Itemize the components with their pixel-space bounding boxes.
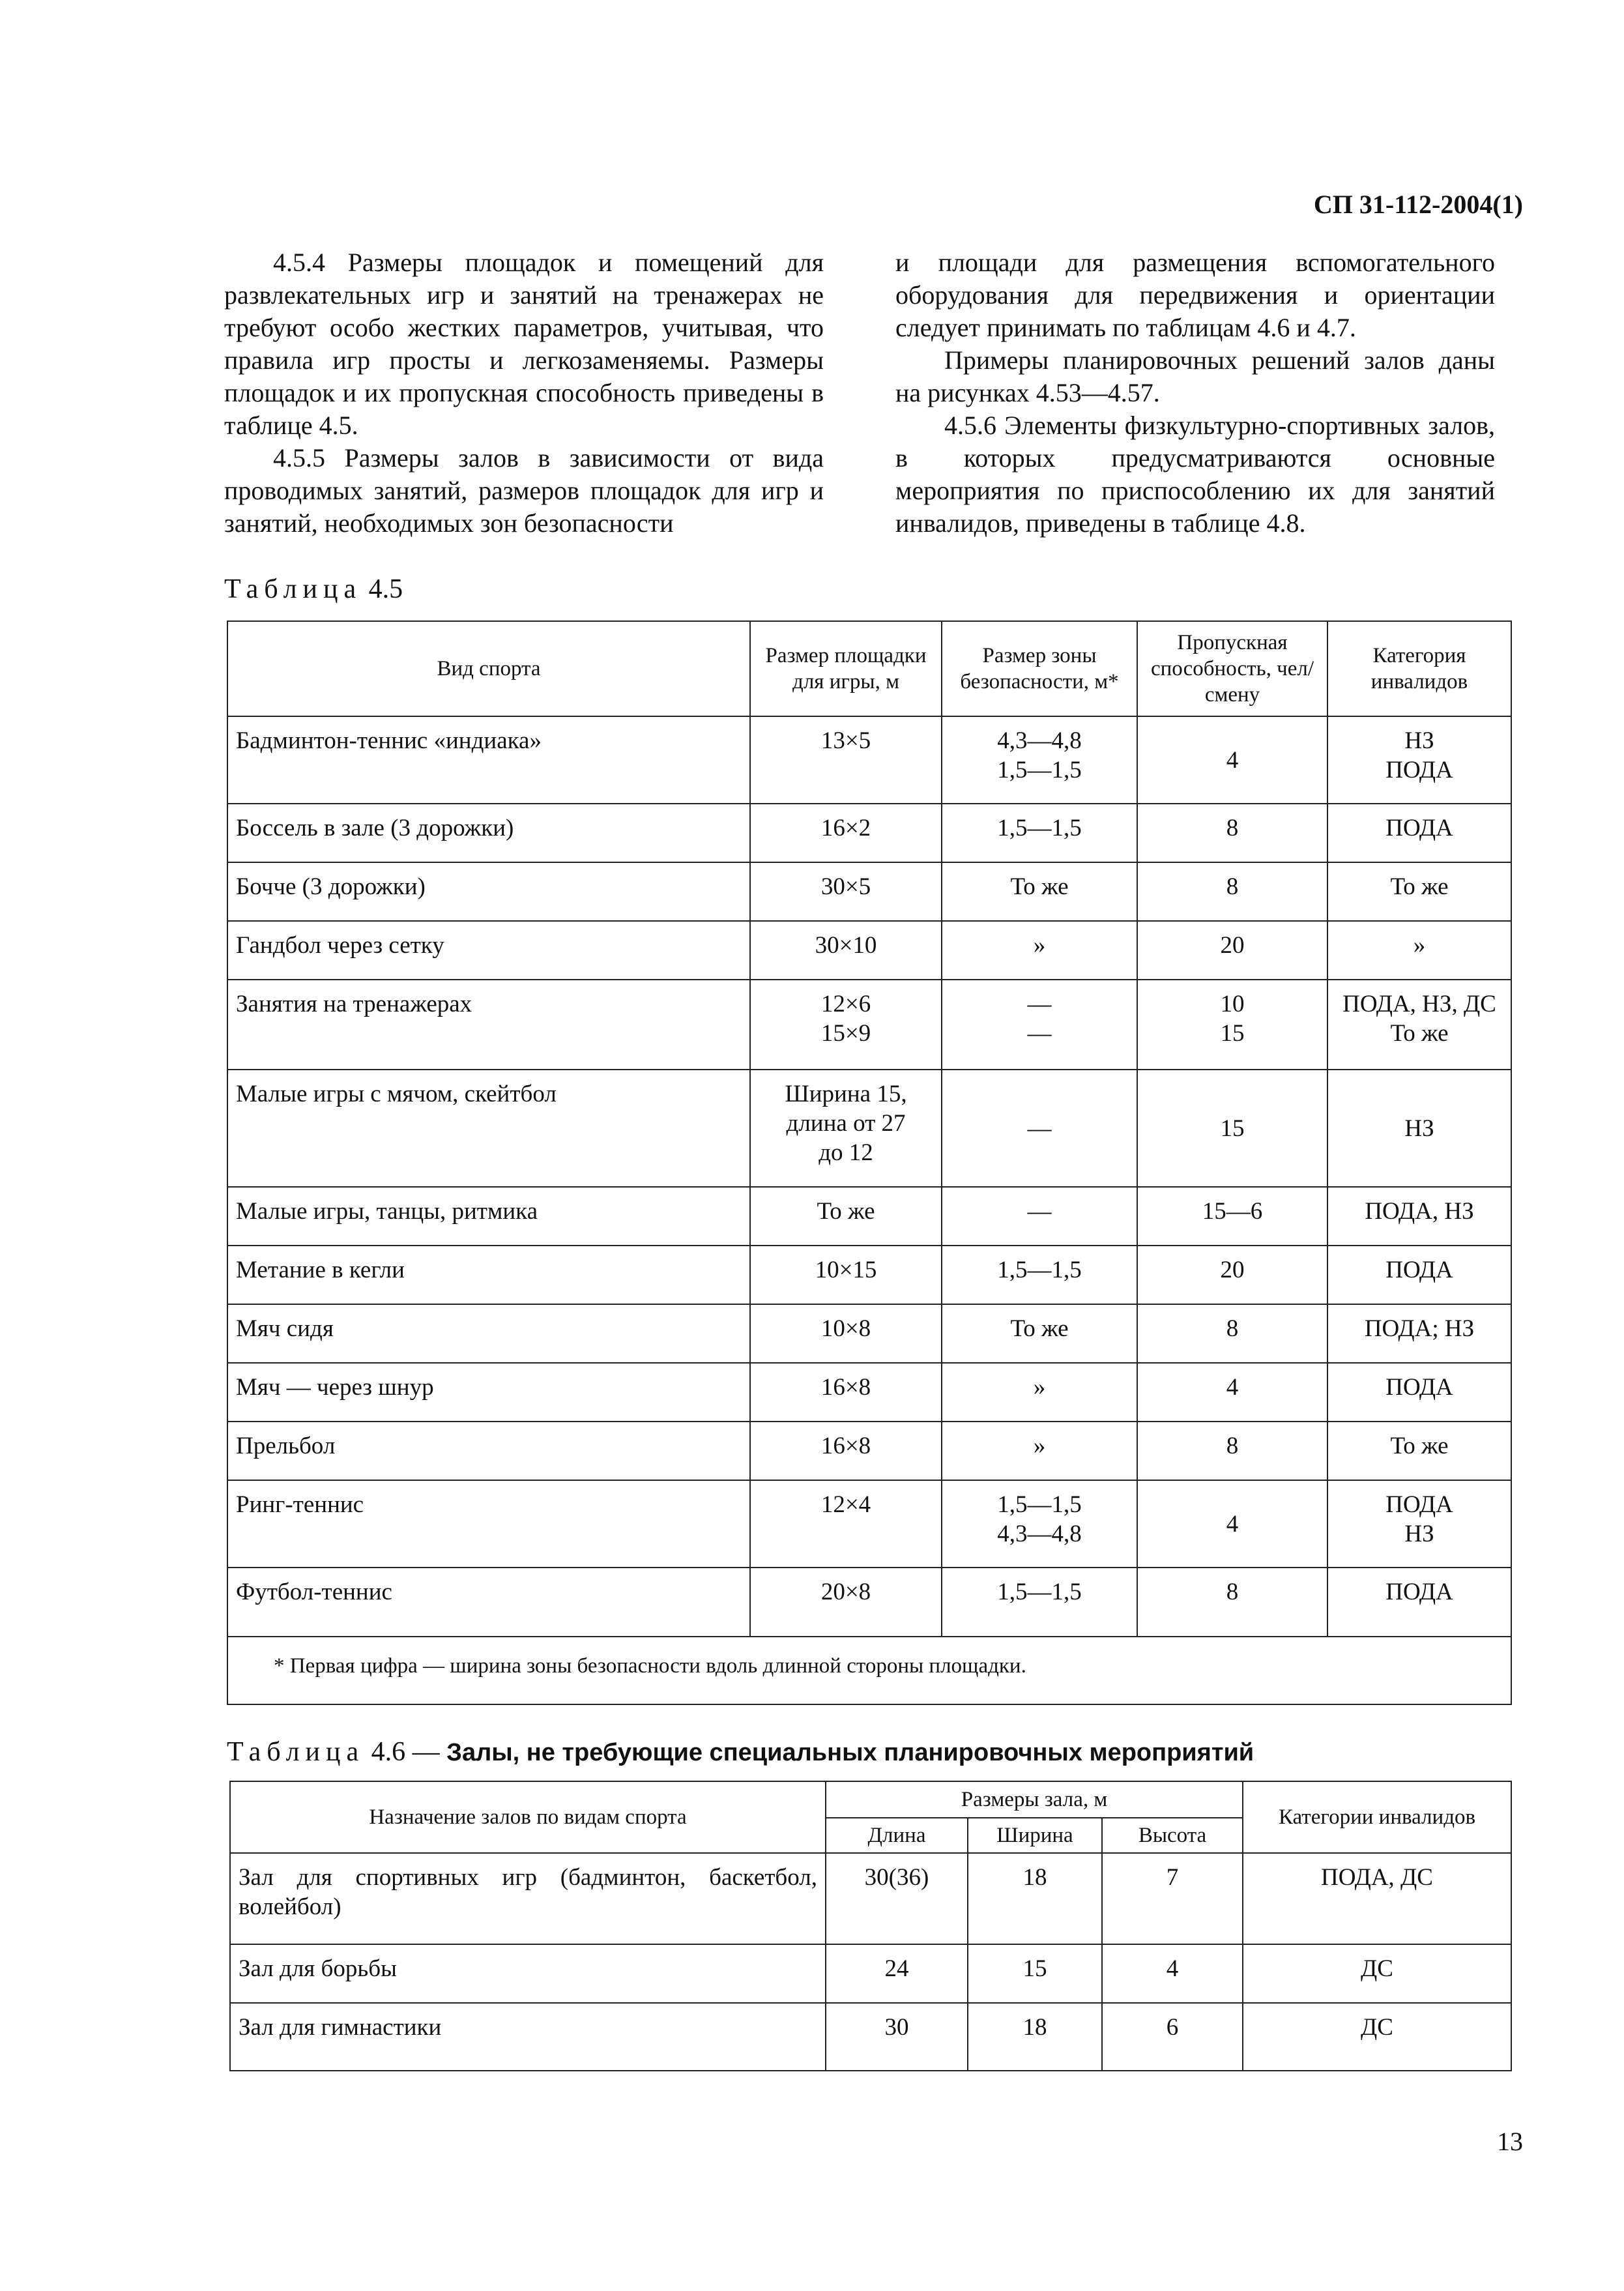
table-row <box>227 716 1511 804</box>
right-column <box>895 246 1495 540</box>
paragraph-4-5-5: 4.5.5 Размеры залов в зависимости от вида проводимых занятий, размеров площадок для игр и занятий, необходимых зон безопасности <box>224 443 824 538</box>
table-row <box>227 1187 1511 1246</box>
table-row <box>227 980 1511 1070</box>
cell-zone: » <box>942 1422 1137 1480</box>
cell-capacity: 4 <box>1137 716 1327 804</box>
cell-capacity: 8 <box>1137 1422 1327 1480</box>
paragraph-continuation: и площади для размещения вспомогательного оборудования для передвижения и ориентации следует принимать по таблицам 4.6 и 4.7. <box>895 248 1495 342</box>
cell-size: 30×10 <box>750 921 942 980</box>
cell-capacity: 20 <box>1137 1246 1327 1304</box>
header-width: Ширина <box>968 1818 1102 1853</box>
cell-category: НЗ ПОДА <box>1327 716 1511 804</box>
header-length: Длина <box>826 1818 968 1853</box>
cell-zone: 4,3—4,8 1,5—1,5 <box>942 716 1137 804</box>
cell-sport: Футбол-теннис <box>227 1568 750 1637</box>
cell-category: ПОДА; НЗ <box>1327 1304 1511 1363</box>
cell-size: Ширина 15, длина от 27 до 12 <box>750 1070 942 1187</box>
cell-sport: Ринг-теннис <box>227 1480 750 1568</box>
table-row <box>227 921 1511 980</box>
cell-category: ПОДА <box>1327 1568 1511 1637</box>
paragraph-4-5-6: 4.5.6 Элементы физкультурно-спортивных залов, в которых предусматриваются основные мероприятия по приспособлению их для занятий инвалидов, приведены в таблице 4.8. <box>895 411 1495 538</box>
cell-sport: Бочче (3 дорожки) <box>227 862 750 921</box>
paragraph-4-5-4: 4.5.4 Размеры площадок и помещений для развлекательных игр и занятий на тренажерах не требуют особо жестких параметров, учитывая, что правила игр просты и легкозаменяемы. Размеры площадок и их пропускная способность приведены в таблице 4.5. <box>224 248 824 440</box>
cell-zone: То же <box>942 862 1137 921</box>
table-row <box>227 1363 1511 1422</box>
cell-size: 10×8 <box>750 1304 942 1363</box>
cell-height: 7 <box>1102 1853 1243 1944</box>
table-row <box>227 1422 1511 1480</box>
cell-sport: Прельбол <box>227 1422 750 1480</box>
left-column <box>224 246 824 540</box>
header-category: Категории инвалидов <box>1243 1781 1511 1853</box>
page-number: 13 <box>1497 2127 1523 2156</box>
header-capacity: Пропускная способность, чел/смену <box>1137 621 1327 716</box>
cell-height: 6 <box>1102 2003 1243 2071</box>
table-footnote: * Первая цифра — ширина зоны безопасности вдоль длинной стороны площадки. <box>227 1637 1511 1704</box>
cell-sport: Малые игры с мячом, скейтбол <box>227 1070 750 1187</box>
cell-category: » <box>1327 921 1511 980</box>
cell-category: То же <box>1327 862 1511 921</box>
cell-category: ПОДА НЗ <box>1327 1480 1511 1568</box>
header-sport: Вид спорта <box>227 621 750 716</box>
cell-width: 18 <box>968 1853 1102 1944</box>
header-height: Высота <box>1102 1818 1243 1853</box>
cell-sport: Занятия на тренажерах <box>227 980 750 1070</box>
cell-zone: » <box>942 921 1137 980</box>
cell-category: ПОДА <box>1327 1363 1511 1422</box>
cell-zone: То же <box>942 1304 1137 1363</box>
cell-sport: Гандбол через сетку <box>227 921 750 980</box>
cell-sport: Бадминтон-теннис «индиака» <box>227 716 750 804</box>
cell-category: НЗ <box>1327 1070 1511 1187</box>
table-row <box>227 1304 1511 1363</box>
cell-category: То же <box>1327 1422 1511 1480</box>
cell-length: 30 <box>826 2003 968 2071</box>
cell-capacity: 20 <box>1137 921 1327 980</box>
cell-size: 20×8 <box>750 1568 942 1637</box>
cell-category: ДС <box>1243 2003 1511 2071</box>
cell-zone: — — <box>942 980 1137 1070</box>
table-row <box>227 1070 1511 1187</box>
cell-size: 16×8 <box>750 1363 942 1422</box>
table-row <box>230 1944 1511 2003</box>
cell-category: ПОДА, НЗ <box>1327 1187 1511 1246</box>
header-sizes: Размеры зала, м <box>826 1781 1243 1818</box>
cell-sport: Мяч сидя <box>227 1304 750 1363</box>
table-row <box>230 2003 1511 2071</box>
table-row <box>230 1853 1511 1944</box>
caption-title: Залы, не требующие специальных планировочных мероприятий <box>446 1739 1254 1766</box>
header-category: Категория инвалидов <box>1327 621 1511 716</box>
cell-zone: — <box>942 1070 1137 1187</box>
cell-zone: 1,5—1,5 <box>942 1568 1137 1637</box>
cell-category: ПОДА <box>1327 804 1511 862</box>
cell-size: 16×8 <box>750 1422 942 1480</box>
cell-height: 4 <box>1102 1944 1243 2003</box>
table-4-5 <box>227 620 1512 1705</box>
cell-size: 16×2 <box>750 804 942 862</box>
cell-size: То же <box>750 1187 942 1246</box>
cell-category: ПОДА <box>1327 1246 1511 1304</box>
cell-purpose: Зал для борьбы <box>230 1944 826 2003</box>
cell-size: 12×6 15×9 <box>750 980 942 1070</box>
table-4-5-caption <box>224 574 403 605</box>
cell-category: ДС <box>1243 1944 1511 2003</box>
cell-width: 15 <box>968 1944 1102 2003</box>
table-4-6-caption <box>227 1736 1254 1768</box>
cell-size: 12×4 <box>750 1480 942 1568</box>
cell-zone: » <box>942 1363 1137 1422</box>
cell-category: ПОДА, ДС <box>1243 1853 1511 1944</box>
cell-length: 24 <box>826 1944 968 2003</box>
cell-capacity: 15 <box>1137 1070 1327 1187</box>
table-row <box>227 804 1511 862</box>
cell-sport: Боссель в зале (3 дорожки) <box>227 804 750 862</box>
table-row <box>227 1568 1511 1637</box>
cell-capacity: 8 <box>1137 804 1327 862</box>
header-purpose: Назначение залов по видам спорта <box>230 1781 826 1853</box>
paragraph-examples: Примеры планировочных решений залов даны на рисунках 4.53—4.57. <box>895 345 1495 407</box>
document-code: СП 31-112-2004(1) <box>1313 190 1523 219</box>
cell-capacity: 10 15 <box>1137 980 1327 1070</box>
cell-size: 10×15 <box>750 1246 942 1304</box>
cell-capacity: 4 <box>1137 1480 1327 1568</box>
caption-number: 4.6 — <box>371 1737 440 1767</box>
cell-length: 30(36) <box>826 1853 968 1944</box>
cell-sport: Малые игры, танцы, ритмика <box>227 1187 750 1246</box>
cell-capacity: 8 <box>1137 862 1327 921</box>
header-safety-zone: Размер зоны безопасности, м* <box>942 621 1137 716</box>
caption-word: Таблица <box>224 574 362 604</box>
cell-zone: 1,5—1,5 <box>942 1246 1137 1304</box>
table-4-6 <box>229 1781 1512 2071</box>
table-row <box>227 862 1511 921</box>
cell-zone: 1,5—1,5 <box>942 804 1137 862</box>
cell-capacity: 8 <box>1137 1304 1327 1363</box>
cell-purpose: Зал для спортивных игр (бадминтон, баскетбол, волейбол) <box>230 1853 826 1944</box>
caption-number: 4.5 <box>368 574 403 604</box>
cell-size: 30×5 <box>750 862 942 921</box>
table-row <box>227 1480 1511 1568</box>
cell-category: ПОДА, НЗ, ДС То же <box>1327 980 1511 1070</box>
cell-zone: 1,5—1,5 4,3—4,8 <box>942 1480 1137 1568</box>
table-row <box>227 1246 1511 1304</box>
cell-size: 13×5 <box>750 716 942 804</box>
cell-capacity: 4 <box>1137 1363 1327 1422</box>
header-field-size: Размер площадки для игры, м <box>750 621 942 716</box>
cell-purpose: Зал для гимнастики <box>230 2003 826 2071</box>
caption-word: Таблица <box>227 1737 365 1767</box>
cell-capacity: 8 <box>1137 1568 1327 1637</box>
cell-zone: — <box>942 1187 1137 1246</box>
cell-sport: Метание в кегли <box>227 1246 750 1304</box>
cell-sport: Мяч — через шнур <box>227 1363 750 1422</box>
cell-width: 18 <box>968 2003 1102 2071</box>
cell-capacity: 15—6 <box>1137 1187 1327 1246</box>
